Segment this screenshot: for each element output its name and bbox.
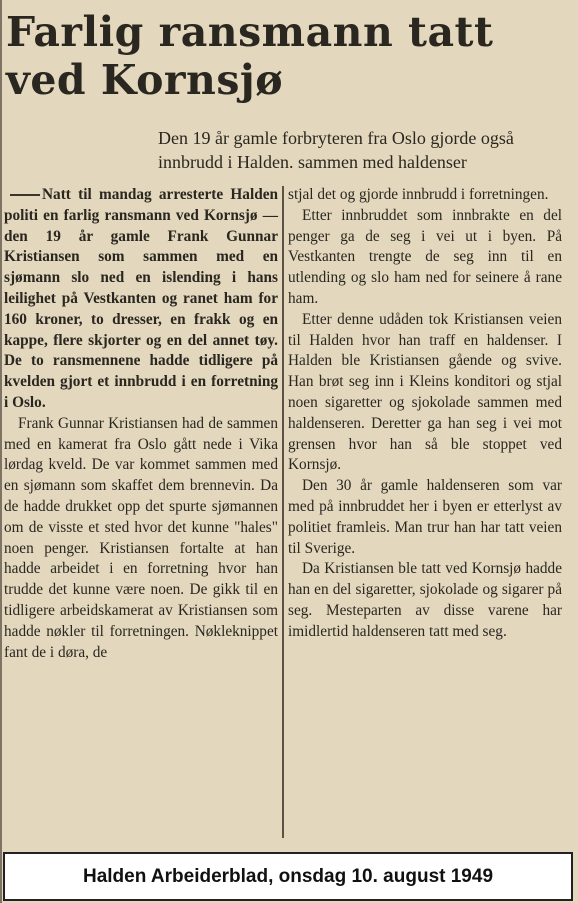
column-right (288, 185, 562, 643)
headline: Farlig ransmann tatt ved Kornsjø (6, 8, 494, 104)
source-caption (3, 852, 573, 901)
column-left (4, 185, 278, 663)
clipping-edge (0, 0, 2, 903)
lead-paragraph: Natt til mandag arresterte Halden politi en farlig ransmann ved Kornsjø — den 19 år gamle Frank Gunnar Kristiansen som sammen med en sjømann slo ned en islending i hans leilighet på Vestkanten og ranet ham for 160 kroner, to dresser, en frakk og en kappe, flere skjorter og en del annet tøy. De to ransmennene hadde tidligere på kvelden gjort et innbrudd i en forretning i Oslo. (4, 186, 278, 411)
body-paragraph-4: Den 30 år gamle haldenseren som var med på innbruddet her i byen er etterlyst av politiet framleis. Man trur han har tatt veien til Sverige. (288, 477, 562, 557)
body-paragraph-2: Etter innbruddet som innbrakte en del penger ga de seg i vei ut i byen. På Vestkanten trengte de seg inn til en utlending og slo ham ned for seinere å rane ham. (288, 206, 562, 307)
body-paragraph-3: Etter denne udåden tok Kristiansen veien til Halden hvor han traff en haldenser. I Halden ble Kristiansen gående og svive. Han brøt seg inn i Kleins konditori og stjal noen sigaretter og sjokolade sammen med haldenseren. Deretter ga han seg i vei mot grensen hvor han så ble stoppet ved Kornsjø. (288, 310, 562, 474)
caption-text: Halden Arbeiderblad, onsdag 10. august 1949 (82, 865, 494, 887)
body-paragraph-1: Frank Gunnar Kristiansen had de sammen med en kamerat fra Oslo gått nede i Vika lørdag kveld. De var kommet sammen med en sjømann som skaffet dem brennevin. Da de hadde drukket opp det spurte sjømannen om de visste et sted hvor det kunne "hales" noen penger. Kristiansen fortalte at han hadde arbeidet i en forretning hvor han trudde det kunne være noen. De gikk til en tidligere arbeidskamerat av Kristiansen som hadde nøkler til forretningen. Nøkleknippet fant de i døra, de (4, 414, 278, 661)
body-paragraph-1-continued: stjal det og gjorde innbrudd i forretningen. (288, 186, 549, 203)
column-divider (282, 186, 284, 838)
body-paragraph-5: Da Kristiansen ble tatt ved Kornsjø hadde han en del sigaretter, sjokolade og sigarer på seg. Mesteparten av disse varene har imidlertid haldenseren tatt med seg. (288, 560, 562, 640)
subheadline: Den 19 år gamle forbryteren fra Oslo gjorde også innbrudd i Halden. sammen med haldenser (158, 128, 514, 172)
